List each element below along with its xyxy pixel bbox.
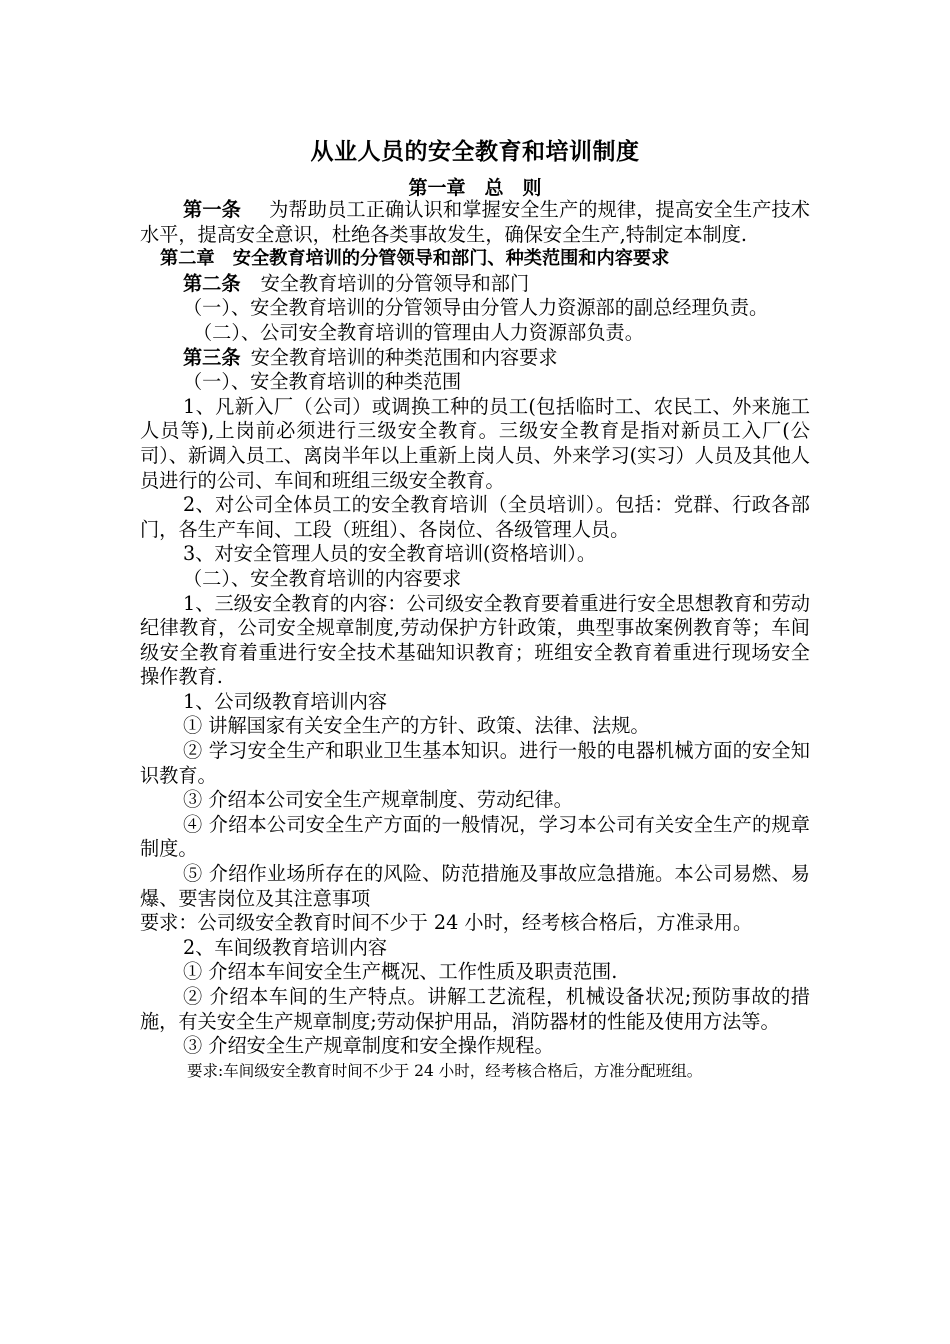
article-3-label: 第三条 xyxy=(183,345,241,369)
article-3-section-1-paragraph-2: 2、对公司全体员工的安全教育培训（全员培训）。包括：党群、行政各部门，各生产车间、工段（班组）、各岗位、各级管理人员。 xyxy=(140,493,810,541)
document-body xyxy=(140,198,810,1083)
company-level-heading: 1、公司级教育培训内容 xyxy=(183,689,388,713)
company-level-item: ② 学习安全生产和职业卫生基本知识。进行一般的电器机械方面的安全知识教育。 xyxy=(140,739,810,787)
article-2 xyxy=(140,272,810,297)
chapter-1-heading: 第一章 总 则 xyxy=(408,177,542,199)
article-3-text: 安全教育培训的种类范围和内容要求 xyxy=(250,345,558,369)
workshop-level-heading: 2、车间级教育培训内容 xyxy=(183,935,388,959)
company-level-requirement: 要求：公司级安全教育时间不少于 24 小时，经考核合格后，方准录用。 xyxy=(140,911,753,935)
article-3-section-2: （二）、安全教育培训的内容要求 xyxy=(183,566,462,590)
company-level-item: ④ 介绍本公司安全生产方面的一般情况，学习本公司有关安全生产的规章制度。 xyxy=(140,812,810,861)
article-3-section-1-paragraph-3: 3、对安全管理人员的安全教育培训(资格培训）。 xyxy=(183,542,597,566)
article-2-item-1: （一）、安全教育培训的分管领导由分管人力资源部的副总经理负责。 xyxy=(183,296,769,320)
article-3-section-1: （一）、安全教育培训的种类范围 xyxy=(183,370,462,394)
company-level-item: ③ 介绍本公司安全生产规章制度、劳动纪律。 xyxy=(183,788,573,812)
article-3-section-2-paragraph-1: 1、三级安全教育的内容：公司级安全教育要着重进行安全思想教育和劳动纪律教育，公司安全规章制度,劳动保护方针政策，典型事故案例教育等；车间级安全教育着重进行安全技术基础知识教育；班组安全教育着重进行现场安全操作教育. xyxy=(140,591,810,689)
article-2-label: 第二条 xyxy=(183,271,241,295)
article-3 xyxy=(140,346,810,371)
chapter-2-heading: 第二章 安全教育培训的分管领导和部门、种类范围和内容要求 xyxy=(160,248,670,270)
workshop-level-requirement: 要求:车间级安全教育时间不少于 24 小时，经考核合格后，方准分配班组。 xyxy=(187,1061,703,1080)
article-2-text: 安全教育培训的分管领导和部门 xyxy=(260,271,530,295)
workshop-level-item: ③ 介绍安全生产规章制度和安全操作规程。 xyxy=(183,1034,554,1058)
article-1-label: 第一条 xyxy=(183,198,241,221)
document-title: 从业人员的安全教育和培训制度 xyxy=(310,139,640,165)
workshop-level-item: ① 介绍本车间安全生产概况、工作性质及职责范围. xyxy=(183,960,618,984)
workshop-level-item: ② 介绍本车间的生产特点。讲解工艺流程，机械设备状况;预防事故的措施，有关安全生产规章制度;劳动保护用品，消防器材的性能及使用方法等。 xyxy=(140,985,810,1033)
company-level-item: ⑤ 介绍作业场所存在的风险、防范措施及事故应急措施。本公司易燃、易爆、要害岗位及其注意事项 xyxy=(140,862,810,910)
article-3-section-1-paragraph-1: 1、凡新入厂（公司）或调换工种的员工(包括临时工、农民工、外来施工人员等),上岗前必须进行三级安全教育。三级安全教育是指对新员工入厂(公司）、新调入员工、离岗半年以上重新上岗人员、外来学习(实习）人员及其他人员进行的公司、车间和班组三级安全教育。 xyxy=(140,394,810,492)
article-2-item-2: （二）、公司安全教育培训的管理由人力资源部负责。 xyxy=(193,320,644,344)
article-1 xyxy=(140,198,810,247)
company-level-item: ① 讲解国家有关安全生产的方针、政策、法律、法规。 xyxy=(183,714,650,738)
article-1-text: 为帮助员工正确认识和掌握安全生产的规律，提高安全生产技术水平，提高安全意识，杜绝各类事故发生，确保安全生产,特制定本制度. xyxy=(140,198,810,246)
